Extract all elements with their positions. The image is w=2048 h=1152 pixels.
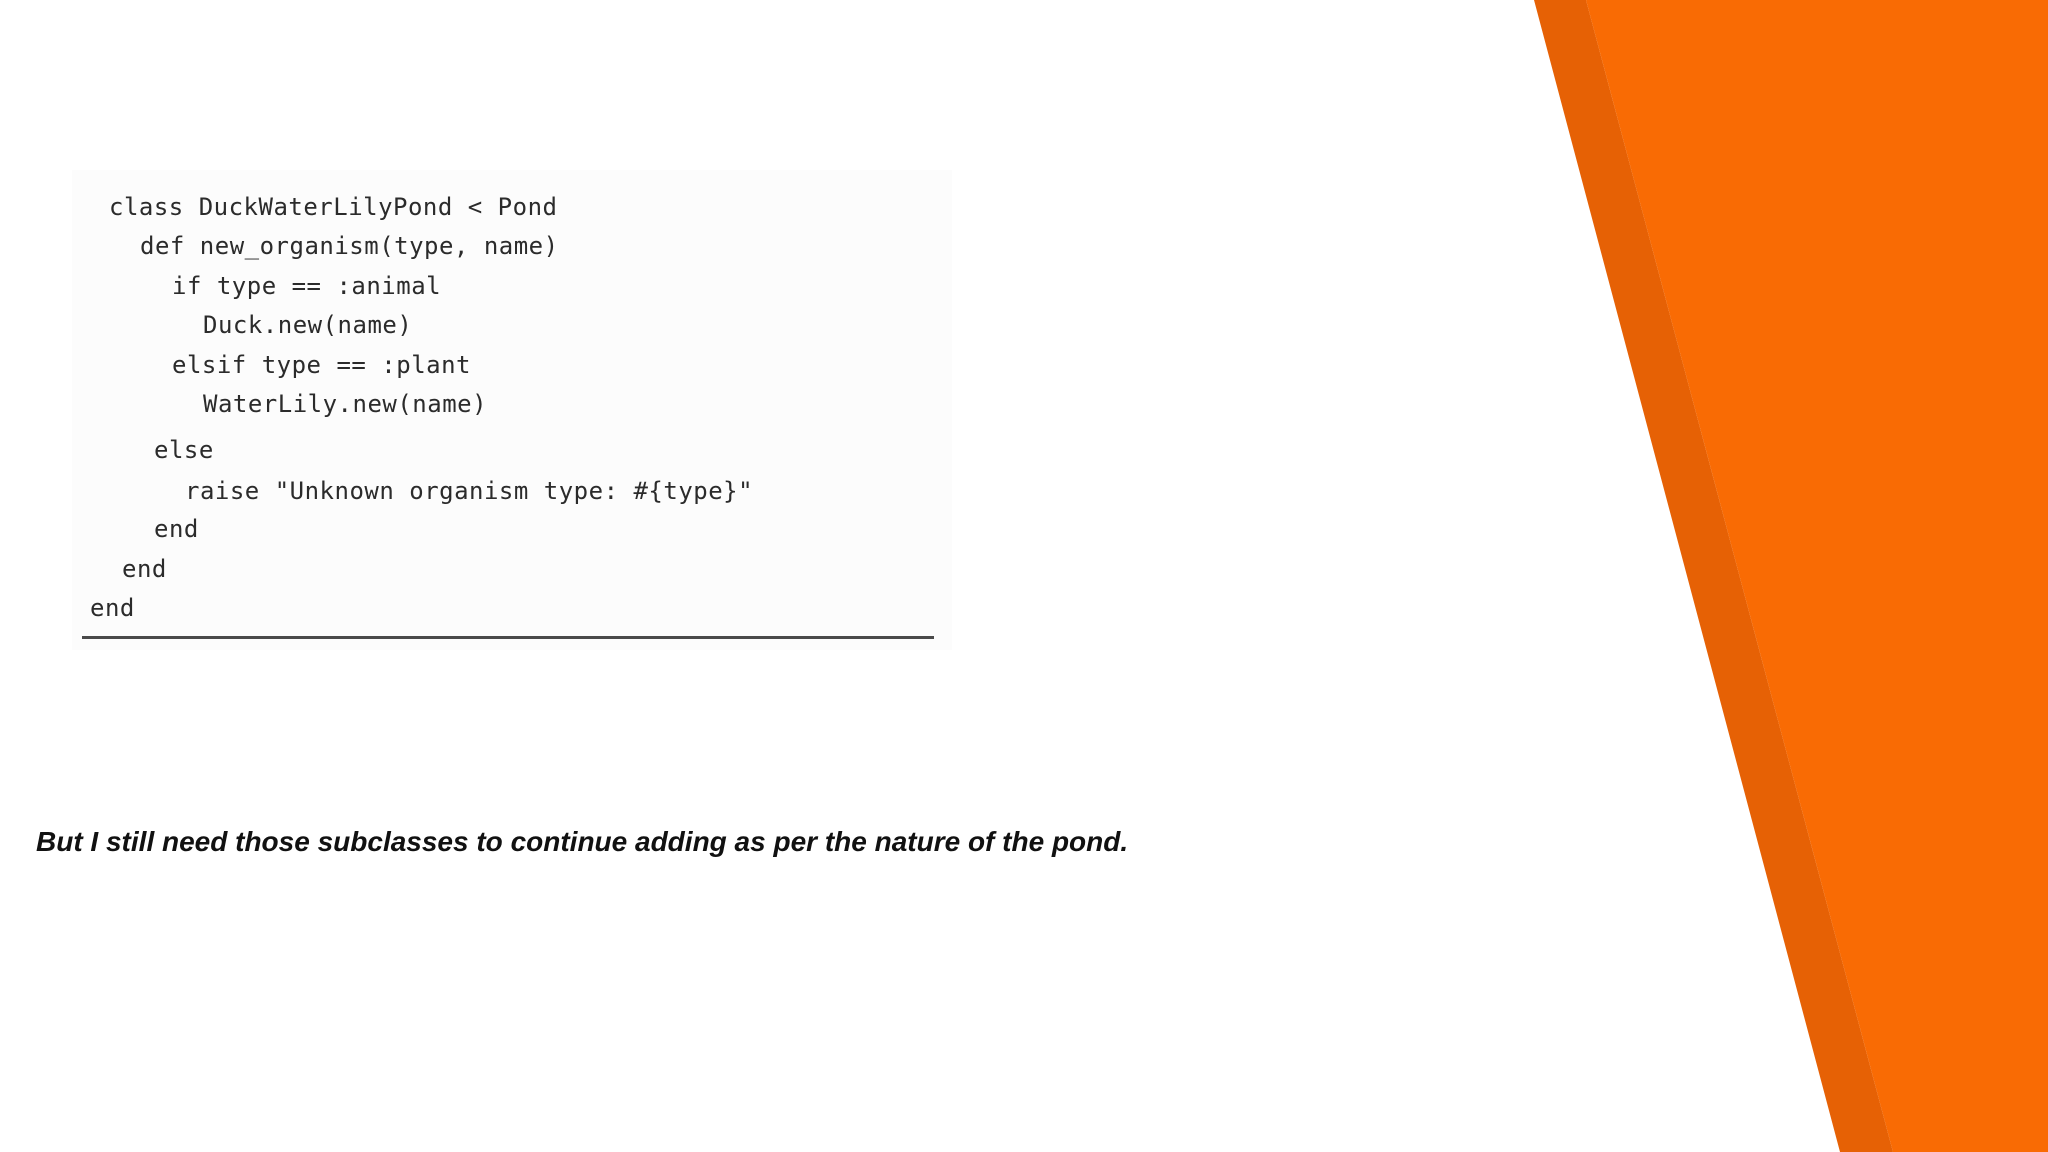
code-line: end (90, 594, 135, 622)
code-snippet-image (72, 170, 952, 650)
code-line: elsif type == :plant (172, 351, 471, 379)
code-line: class DuckWaterLilyPond < Pond (109, 193, 558, 221)
code-underline-rule (82, 636, 934, 639)
code-line: WaterLily.new(name) (203, 390, 488, 418)
code-line: raise "Unknown organism type: #{type}" (185, 477, 754, 505)
code-line: end (154, 515, 199, 543)
slide-caption: But I still need those subclasses to continue adding as per the nature of the pond. (36, 826, 1129, 857)
code-line: else (154, 436, 214, 464)
code-line: def new_organism(type, name) (140, 232, 559, 260)
dark-orange-stripe (1534, 0, 1893, 1152)
code-line: Duck.new(name) (203, 311, 413, 339)
orange-panel (1586, 0, 2048, 1152)
code-line: end (122, 555, 167, 583)
code-line: if type == :animal (172, 272, 442, 300)
